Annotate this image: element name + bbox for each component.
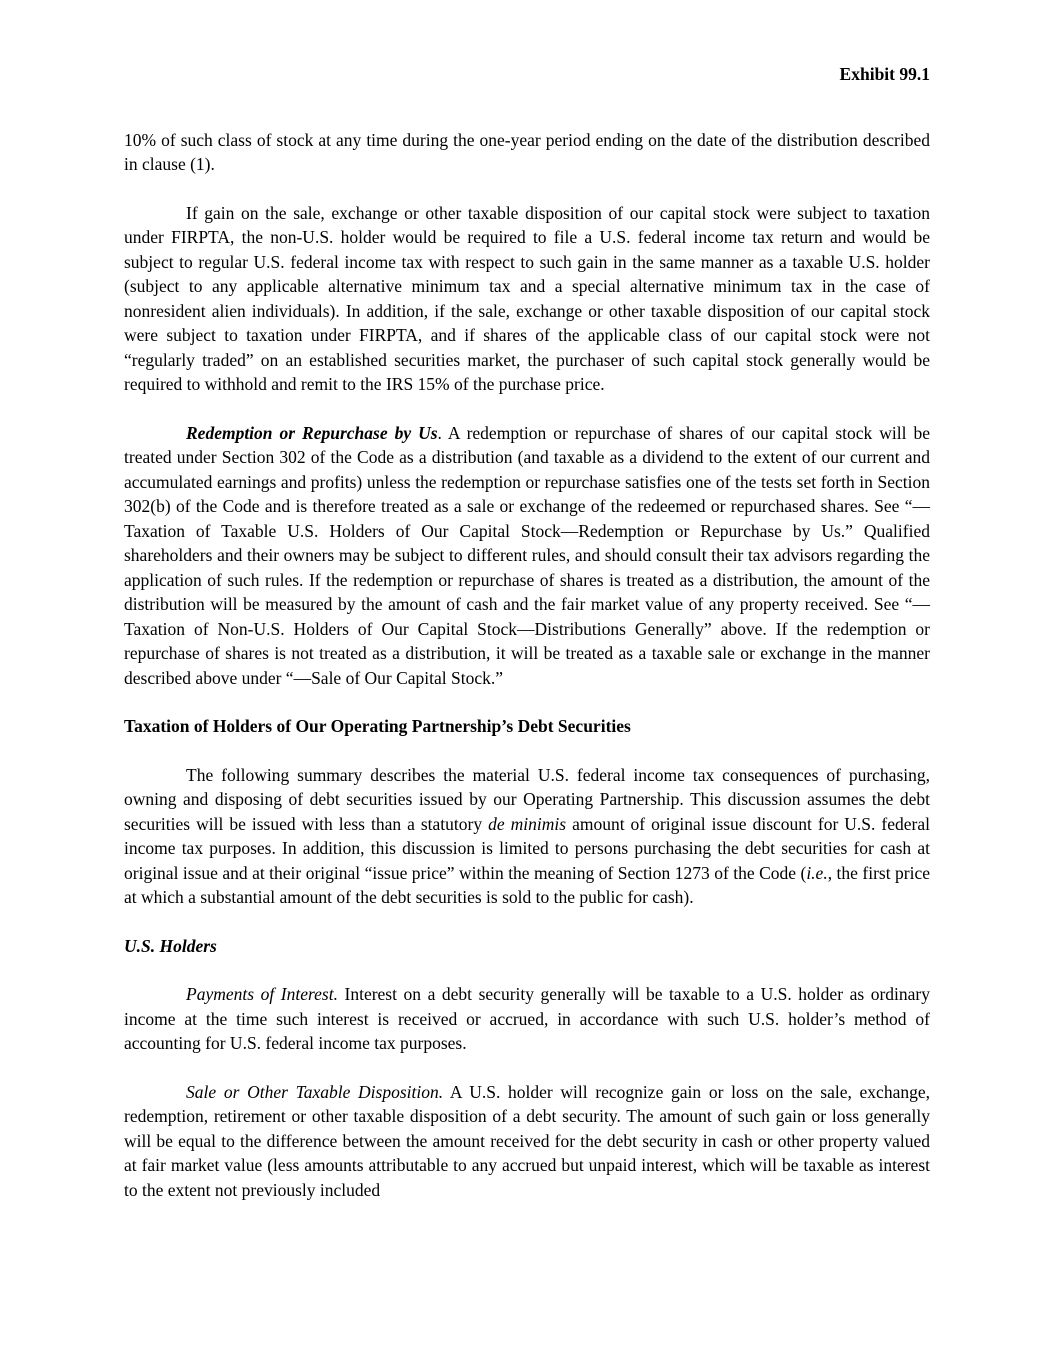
paragraph xyxy=(124,128,930,177)
paragraph xyxy=(124,1080,930,1203)
paragraph xyxy=(124,421,930,691)
text-segment: Redemption or Repurchase by Us xyxy=(186,422,438,443)
document-body xyxy=(124,128,930,1203)
text-segment: The following summary describes the material U.S. federal income tax consequences of purchasing, owning and disposing of debt securities issued by our Operating Partnership. This discussion assumes the debt securities will be issued with less than a statutory xyxy=(124,764,930,834)
page-header xyxy=(124,62,930,87)
exhibit-label: Exhibit 99.1 xyxy=(839,64,930,84)
text-segment: de minimis xyxy=(488,813,567,834)
text-segment: U.S. Holders xyxy=(124,935,217,956)
text-segment: If gain on the sale, exchange or other taxable disposition of our capital stock were subject to taxation under FIRPTA, the non-U.S. holder would be required to file a U.S. federal income tax return and would be subject to regular U.S. federal income tax with respect to such gain in the same manner as a taxable U.S. holder (subject to any applicable alternative minimum tax and a special alternative minimum tax in the case of nonresident alien individuals). In addition, if the sale, exchange or other taxable disposition of our capital stock were subject to taxation under FIRPTA, and if shares of the applicable class of our capital stock were not “regularly traded” on an established securities market, the purchaser of such capital stock generally would be required to withhold and remit to the IRS 15% of the purchase price. xyxy=(124,202,930,394)
text-segment: Interest on a debt security generally will be taxable to a U.S. holder as ordinary income at the time such interest is received or accrued, in accordance with such U.S. holder’s method of accounting for U.S. federal income tax purposes. xyxy=(124,984,930,1053)
paragraph xyxy=(124,763,930,910)
paragraph xyxy=(124,982,930,1056)
text-segment: , the first price at which a substantial amount of the debt securities is sold to the public for cash). xyxy=(124,862,930,907)
text-segment: amount of original issue discount for U.S. federal income tax purposes. In addition, this discussion is limited to persons purchasing the debt securities for cash at original issue and at their original “issue price” within the meaning of Section 1273 of the Code ( xyxy=(124,813,930,883)
text-segment: i.e. xyxy=(806,862,828,883)
text-segment: 10% of such class of stock at any time during the one-year period ending on the date of the distribution described in clause (1). xyxy=(124,129,930,174)
text-segment: Sale or Other Taxable Disposition. xyxy=(186,1081,444,1102)
text-segment: Taxation of Holders of Our Operating Partnership’s Debt Securities xyxy=(124,716,631,736)
section-heading xyxy=(124,714,930,739)
subsection-heading xyxy=(124,934,930,959)
text-segment: Payments of Interest. xyxy=(186,984,338,1004)
text-segment: A U.S. holder will recognize gain or loss on the sale, exchange, redemption, retirement or other taxable disposition of a debt security. The amount of such gain or loss generally will be equal to the difference between the amount received for the debt security in cash or other property valued at fair market value (less amounts attributable to any accrued but unpaid interest, which will be taxable as interest to the extent not previously included xyxy=(124,1081,930,1200)
text-segment: . A redemption or repurchase of shares of our capital stock will be treated under Section 302 of the Code as a distribution (and taxable as a dividend to the extent of our current and accumulated earnings and profits) unless the redemption or repurchase satisfies one of the tests set forth in Section 302(b) of the Code and is therefore treated as a sale or exchange of the redeemed or repurchased shares. See “—Taxation of Taxable U.S. Holders of Our Capital Stock—Redemption or Repurchase by Us.” Qualified shareholders and their owners may be subject to different rules, and should consult their tax advisors regarding the application of such rules. If the redemption or repurchase of shares is treated as a distribution, the amount of the distribution will be measured by the amount of cash and the fair market value of any property received. See “—Taxation of Non-U.S. Holders of Our Capital Stock—Distributions Generally” above. If the redemption or repurchase of shares is not treated as a distribution, it will be treated as a taxable sale or exchange in the manner described above under “—Sale of Our Capital Stock.” xyxy=(124,422,930,688)
paragraph xyxy=(124,201,930,397)
